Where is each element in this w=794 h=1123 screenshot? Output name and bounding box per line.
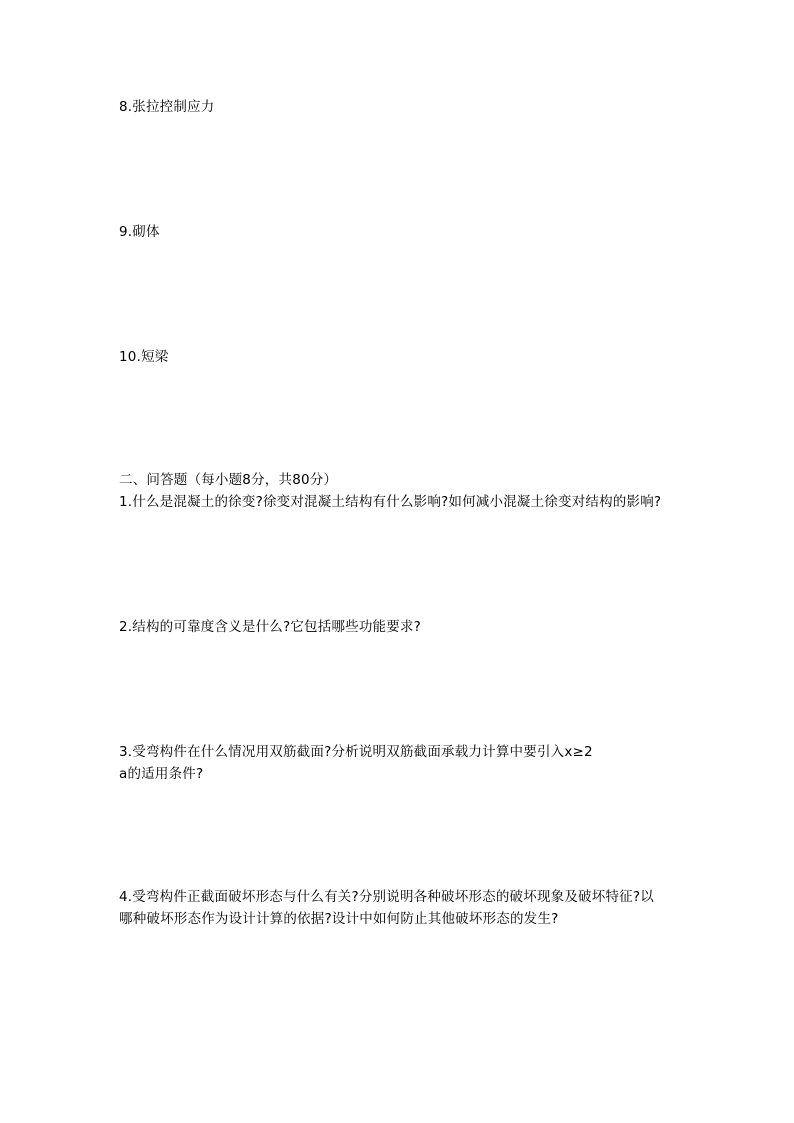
section-heading: 二、问答题（每小题8分，共80分） (119, 472, 338, 488)
definition-item-10: 10.短梁 (119, 349, 169, 365)
definition-item-8: 8.张拉控制应力 (119, 99, 215, 115)
question-3-line-1: 3.受弯构件在什么情况用双筋截面?分析说明双筋截面承载力计算中要引入x≥2 (119, 744, 593, 760)
question-1: 1.什么是混凝土的徐变?徐变对混凝土结构有什么影响?如何减小混凝土徐变对结构的影响? (119, 494, 662, 510)
question-2: 2.结构的可靠度含义是什么?它包括哪些功能要求? (119, 619, 422, 635)
definition-item-9: 9.砌体 (119, 224, 160, 240)
question-4-line-1: 4.受弯构件正截面破坏形态与什么有关?分别说明各种破坏形态的破坏现象及破坏特征?以 (119, 889, 654, 905)
question-3-line-2: a的适用条件? (119, 766, 204, 782)
question-4-line-2: 哪种破坏形态作为设计计算的依据?设计中如何防止其他破坏形态的发生? (119, 911, 559, 927)
